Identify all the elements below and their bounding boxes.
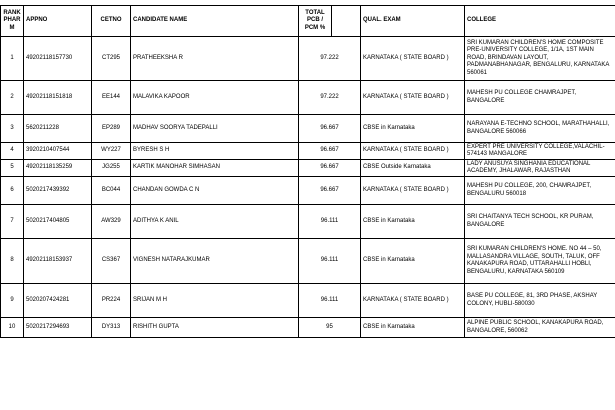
- candidate-name-cell: MADHAV SOORYA TADEPALLI: [131, 115, 299, 143]
- qual-exam-cell: KARNATAKA ( STATE BOARD ): [361, 81, 465, 115]
- appno-cell: 5620211228: [24, 115, 92, 143]
- college-cell: EXPERT PRE UNIVERSITY COLLEGE,VALACHIL-574143 MANGALORE: [465, 143, 615, 160]
- table-row: [1, 160, 615, 177]
- header-appno: APPNO: [24, 6, 92, 37]
- rank-cell: 8: [1, 239, 24, 284]
- candidate-name-cell: VIGNESH NATARAJKUMAR: [131, 239, 299, 284]
- cetno-cell: EE144: [92, 81, 131, 115]
- total-cell: 96.667: [299, 160, 361, 177]
- candidate-name-cell: ADITHYA K ANIL: [131, 205, 299, 239]
- rank-cell: 9: [1, 284, 24, 318]
- qual-exam-cell: CBSE in Karnataka: [361, 205, 465, 239]
- total-cell: 96.111: [299, 205, 361, 239]
- header-blank: [332, 6, 361, 37]
- college-cell: MAHESH PU COLLEGE, 200, CHAMRAJPET, BENGALURU 560018: [465, 177, 615, 205]
- total-cell: 96.667: [299, 115, 361, 143]
- candidate-name-cell: CHANDAN GOWDA C N: [131, 177, 299, 205]
- total-cell: 96.111: [299, 239, 361, 284]
- total-cell: 97.222: [299, 81, 361, 115]
- total-cell: 95: [299, 318, 361, 338]
- qual-exam-cell: CBSE in Karnataka: [361, 239, 465, 284]
- cetno-cell: PR224: [92, 284, 131, 318]
- rank-cell: 3: [1, 115, 24, 143]
- total-cell: 96.667: [299, 177, 361, 205]
- cetno-cell: DY313: [92, 318, 131, 338]
- header-total-line-1: TOTAL: [305, 9, 325, 16]
- appno-cell: 49202118135259: [24, 160, 92, 177]
- table-row: [1, 177, 615, 205]
- header-rank-line-2: PHAR: [3, 17, 21, 24]
- table-row: [1, 143, 615, 160]
- college-cell: LADY ANUSUYA SINGHANIA EDUCATIONAL ACADEMY, JHALAWAR, RAJASTHAN: [465, 160, 615, 177]
- cetno-cell: JG255: [92, 160, 131, 177]
- cetno-cell: AW329: [92, 205, 131, 239]
- table-row: [1, 284, 615, 318]
- candidate-name-cell: MALAVIKA KAPOOR: [131, 81, 299, 115]
- table-row: [1, 205, 615, 239]
- appno-cell: 3920210407544: [24, 143, 92, 160]
- table-row: [1, 37, 615, 81]
- header-total: [299, 6, 332, 37]
- college-cell: MAHESH PU COLLEGE CHAMRAJPET, BANGALORE: [465, 81, 615, 115]
- qual-exam-cell: CBSE in Karnataka: [361, 115, 465, 143]
- cetno-cell: EP289: [92, 115, 131, 143]
- header-qual-exam: QUAL. EXAM: [361, 6, 465, 37]
- cetno-cell: WY227: [92, 143, 131, 160]
- rank-list-table: [0, 5, 615, 338]
- qual-exam-cell: KARNATAKA ( STATE BOARD ): [361, 284, 465, 318]
- table-row: [1, 318, 615, 338]
- college-cell: NARAYANA E-TECHNO SCHOOL, MARATHAHALLI, BANGALORE 560066: [465, 115, 615, 143]
- rank-cell: 2: [1, 81, 24, 115]
- appno-cell: 49202118157730: [24, 37, 92, 81]
- appno-cell: 49202118151818: [24, 81, 92, 115]
- appno-cell: 5020217404805: [24, 205, 92, 239]
- college-cell: ALPINE PUBLIC SCHOOL, KANAKAPURA ROAD, BANGALORE, 560062: [465, 318, 615, 338]
- qual-exam-cell: KARNATAKA ( STATE BOARD ): [361, 37, 465, 81]
- college-cell: BASE PU COLLEGE, 81, 3RD PHASE, AKSHAY COLONY, HUBLI-580030: [465, 284, 615, 318]
- candidate-name-cell: SRIJAN M H: [131, 284, 299, 318]
- cetno-cell: CT295: [92, 37, 131, 81]
- header-row: [1, 6, 615, 37]
- rank-cell: 10: [1, 318, 24, 338]
- rank-cell: 5: [1, 160, 24, 177]
- header-rank-line-3: M: [9, 24, 15, 31]
- qual-exam-cell: CBSE Outside Karnataka: [361, 160, 465, 177]
- cetno-cell: CS367: [92, 239, 131, 284]
- total-cell: 96.111: [299, 284, 361, 318]
- header-rank: [1, 6, 24, 37]
- appno-cell: 49202118153937: [24, 239, 92, 284]
- table-row: [1, 239, 615, 284]
- header-rank-line-1: RANK: [3, 9, 21, 16]
- table-row: [1, 81, 615, 115]
- college-cell: SRI KUMARAN CHILDREN'S HOME. NO 44 – 50, MALLASANDRA VILLAGE, SOUTH, TALUK, OFF KANAKAPURA ROAD, UTTARAHALLI HOBLI, BENGALURU, KARNATAKA 560109: [465, 239, 615, 284]
- rank-cell: 6: [1, 177, 24, 205]
- college-cell: SRI CHAITANYA TECH SCHOOL, KR PURAM, BANGALORE: [465, 205, 615, 239]
- cetno-cell: BC044: [92, 177, 131, 205]
- total-cell: 96.667: [299, 143, 361, 160]
- header-candidate-name: CANDIDATE NAME: [131, 6, 299, 37]
- candidate-name-cell: BYRESH S H: [131, 143, 299, 160]
- appno-cell: 5020217439392: [24, 177, 92, 205]
- header-total-line-3: PCM %: [304, 24, 326, 31]
- candidate-name-cell: RISHITH GUPTA: [131, 318, 299, 338]
- header-college: COLLEGE: [465, 6, 615, 37]
- table-row: [1, 115, 615, 143]
- appno-cell: 5020207424281: [24, 284, 92, 318]
- appno-cell: 5020217294693: [24, 318, 92, 338]
- qual-exam-cell: KARNATAKA ( STATE BOARD ): [361, 143, 465, 160]
- qual-exam-cell: CBSE in Karnataka: [361, 318, 465, 338]
- candidate-name-cell: PRATHEEKSHA R: [131, 37, 299, 81]
- total-cell: 97.222: [299, 37, 361, 81]
- candidate-name-cell: KARTIK MANOHAR SIMHASAN: [131, 160, 299, 177]
- college-cell: SRI KUMARAN CHILDREN'S HOME COMPOSITE PRE-UNIVERSITY COLLEGE, 1/1A, 1ST MAIN ROAD, BRINDAVAN LAYOUT, PADMANABHANAGAR, BENGALURU, KARNATAKA 560061: [465, 37, 615, 81]
- rank-cell: 7: [1, 205, 24, 239]
- header-cetno: CETNO: [92, 6, 131, 37]
- qual-exam-cell: KARNATAKA ( STATE BOARD ): [361, 177, 465, 205]
- header-total-line-2: PCB /: [306, 17, 323, 24]
- rank-cell: 1: [1, 37, 24, 81]
- rank-cell: 4: [1, 143, 24, 160]
